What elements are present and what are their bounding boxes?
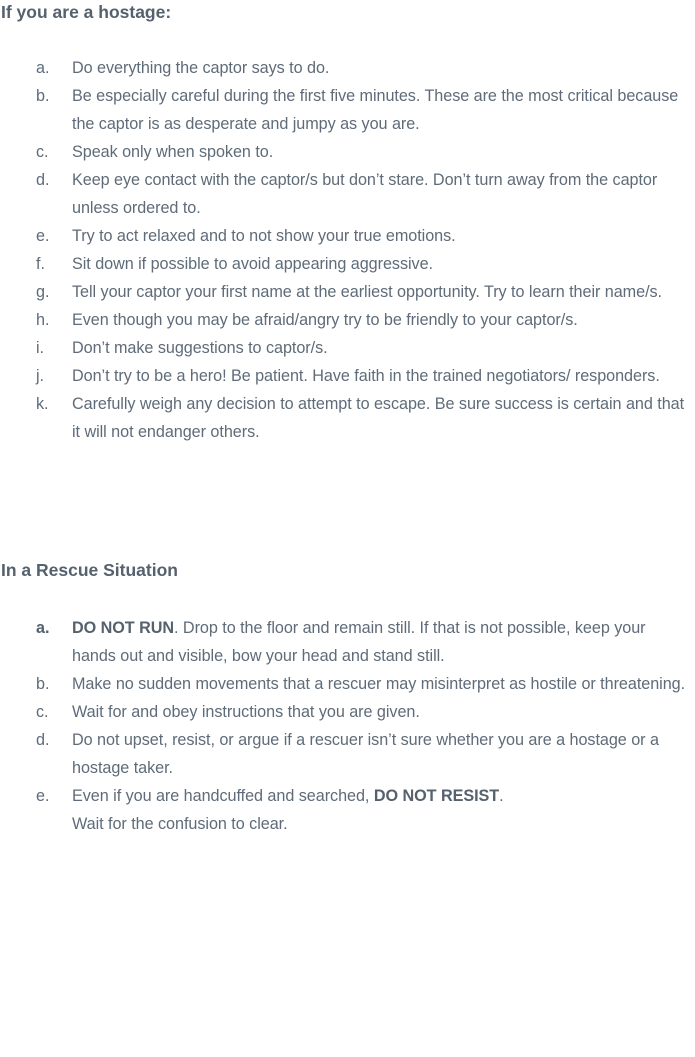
list-marker: b.	[36, 87, 50, 105]
list-item	[0, 166, 695, 222]
list-marker: i.	[36, 339, 44, 357]
list-item-text: Make no sudden movements that a rescuer may misinterpret as hostile or threatening.	[72, 675, 686, 693]
list-item-text: . Drop to the floor and remain still. If that is not possible, keep your hands out and visible, bow your head and stand still.	[72, 619, 646, 665]
emphasis-text: DO NOT RESIST	[373, 787, 500, 805]
list-marker: d.	[36, 171, 50, 189]
hostage-instructions-list	[0, 54, 695, 446]
list-item	[0, 222, 695, 250]
list-item-text: .	[499, 787, 504, 805]
list-item-text: Even though you may be afraid/angry try to be friendly to your captor/s.	[72, 311, 578, 329]
list-marker: e.	[36, 227, 50, 245]
list-item-text: Sit down if possible to avoid appearing aggressive.	[72, 255, 433, 273]
list-item	[0, 782, 695, 838]
list-item	[0, 334, 695, 362]
list-item	[0, 698, 695, 726]
list-item-text: Be especially careful during the first five minutes. These are the most critical because the captor is as desperate and jumpy as you are.	[72, 87, 679, 133]
list-item	[0, 54, 695, 82]
list-item-continuation: Wait for the confusion to clear.	[72, 815, 288, 833]
list-marker: b.	[36, 675, 50, 693]
list-marker: k.	[36, 395, 49, 413]
list-marker: e.	[36, 787, 50, 805]
list-item	[0, 614, 695, 670]
list-item	[0, 250, 695, 278]
emphasis-text: DO NOT RUN	[72, 619, 175, 637]
rescue-instructions-list	[0, 614, 695, 838]
list-item-text: Don’t try to be a hero! Be patient. Have faith in the trained negotiators/ responders.	[72, 367, 660, 385]
list-item-text: Carefully weigh any decision to attempt to escape. Be sure success is certain and that it will not endanger others.	[72, 395, 685, 441]
list-marker: g.	[36, 283, 50, 301]
list-marker: d.	[36, 731, 50, 749]
list-item-text: Tell your captor your first name at the earliest opportunity. Try to learn their name/s.	[72, 283, 663, 301]
list-item	[0, 362, 695, 390]
list-item-text: Do not upset, resist, or argue if a rescuer isn’t sure whether you are a hostage or a hostage taker.	[72, 731, 659, 777]
list-marker: h.	[36, 311, 50, 329]
list-item	[0, 390, 695, 446]
list-marker: a.	[36, 619, 50, 637]
list-item	[0, 670, 695, 698]
section-heading-hostage: If you are a hostage:	[1, 2, 172, 22]
list-item	[0, 82, 695, 138]
section-heading-rescue: In a Rescue Situation	[1, 560, 178, 580]
list-item	[0, 138, 695, 166]
list-item-text: Speak only when spoken to.	[72, 143, 274, 161]
list-item-text: Wait for and obey instructions that you are given.	[72, 703, 420, 721]
list-item	[0, 278, 695, 306]
list-marker: j.	[36, 367, 44, 385]
list-item	[0, 306, 695, 334]
list-item-text: Try to act relaxed and to not show your true emotions.	[72, 227, 456, 245]
list-item-text: Keep eye contact with the captor/s but don’t stare. Don’t turn away from the captor unless ordered to.	[72, 171, 658, 217]
list-item-text: Don’t make suggestions to captor/s.	[72, 339, 328, 357]
list-item-text: Do everything the captor says to do.	[72, 59, 330, 77]
list-item	[0, 726, 695, 782]
list-marker: c.	[36, 703, 49, 721]
list-marker: c.	[36, 143, 49, 161]
list-item-text: Even if you are handcuffed and searched,	[72, 787, 374, 805]
list-marker: a.	[36, 59, 50, 77]
list-marker: f.	[36, 255, 45, 273]
